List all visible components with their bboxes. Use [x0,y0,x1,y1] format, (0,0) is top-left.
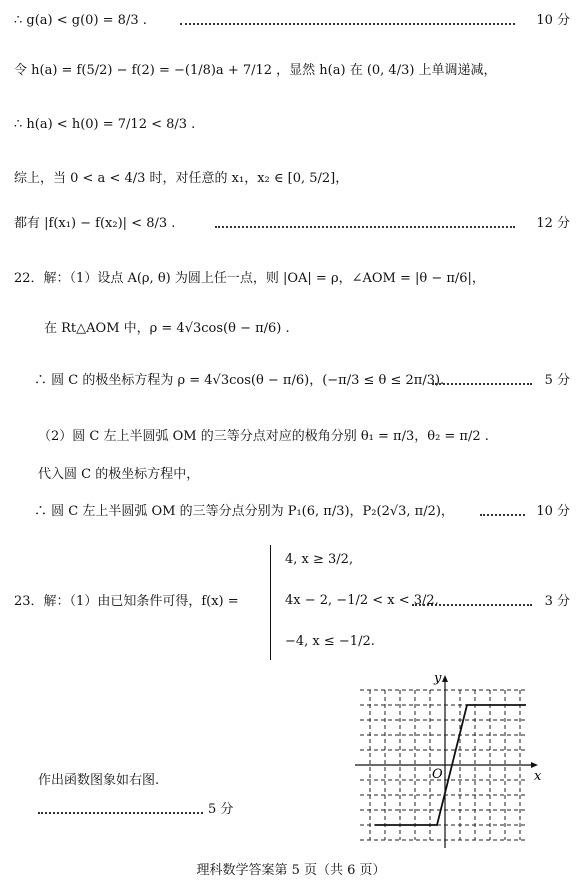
q22-points: ∴ 圆 C 左上半圆弧 OM 的三等分点分别为 P₁(6, π/3)，P₂(2√3, π/2)， [34,504,454,519]
origin-label: O [432,767,443,782]
line-g-inequality: ∴ g(a) < g(0) = 8/3 . [14,13,147,28]
y-axis-label: y [434,671,442,686]
score-10-b: 10 分 [536,504,570,519]
score-dots [432,383,532,385]
function-graph [350,670,550,850]
q22-rt-triangle: 在 Rt△AOM 中，ρ = 4√3cos(θ − π/6) . [44,321,290,336]
line-h-definition: 令 h(a) = f(5/2) − f(2) = −(1/8)a + 7/12 ，显然 h(a) 在 (0, 4/3) 上单调递减， [14,63,497,78]
y-axis-arrow [442,675,448,682]
piecewise-brace [270,545,279,660]
score-dots [480,514,525,516]
score-dots [38,812,203,814]
line-h-inequality: ∴ h(a) < h(0) = 7/12 < 8/3 . [14,117,196,132]
line-conclusion: 都有 |f(x₁) − f(x₂)| < 8/3 . [14,216,176,231]
piecewise-case-2: 4x − 2, −1/2 < x < 3/2, [285,593,439,608]
piecewise-case-3: −4, x ≤ −1/2. [285,634,375,649]
score-3: 3 分 [544,594,570,609]
x-axis-label: x [534,769,542,784]
score-10-a: 10 分 [536,13,570,28]
x-axis-arrow [531,762,538,768]
q22-part2: （2）圆 C 左上半圆弧 OM 的三等分点对应的极角分别 θ₁ = π/3，θ₂ = π/2 . [38,429,489,444]
score-dots [412,604,532,606]
q22-part1-start: 22．解：（1）设点 A(ρ, θ) 为圆上任一点，则 |OA| = ρ，∠AOM = |θ − π/6|， [14,271,485,286]
piecewise-case-1: 4, x ≥ 3/2, [285,552,354,567]
q22-polar-equation: ∴ 圆 C 的极坐标方程为 ρ = 4√3cos(θ − π/6)，(−π/3 ≤ θ ≤ 2π/3). [34,373,445,388]
score-dots [180,23,515,25]
page-footer: 理科数学答案第 5 页（共 6 页） [196,863,386,878]
score-12: 12 分 [536,216,570,231]
line-conclusion-condition: 综上，当 0 < a < 4/3 时，对任意的 x₁，x₂ ∈ [0, 5/2]， [14,171,349,186]
q23-part1: 23．解：（1）由已知条件可得，f(x) = [14,594,239,609]
q22-substitute: 代入圆 C 的极坐标方程中， [38,467,200,482]
score-5-a: 5 分 [544,373,570,388]
q23-graph-note: 作出函数图象如右图. [38,773,160,788]
score-5-b: 5 分 [208,802,234,817]
score-dots [215,226,515,228]
